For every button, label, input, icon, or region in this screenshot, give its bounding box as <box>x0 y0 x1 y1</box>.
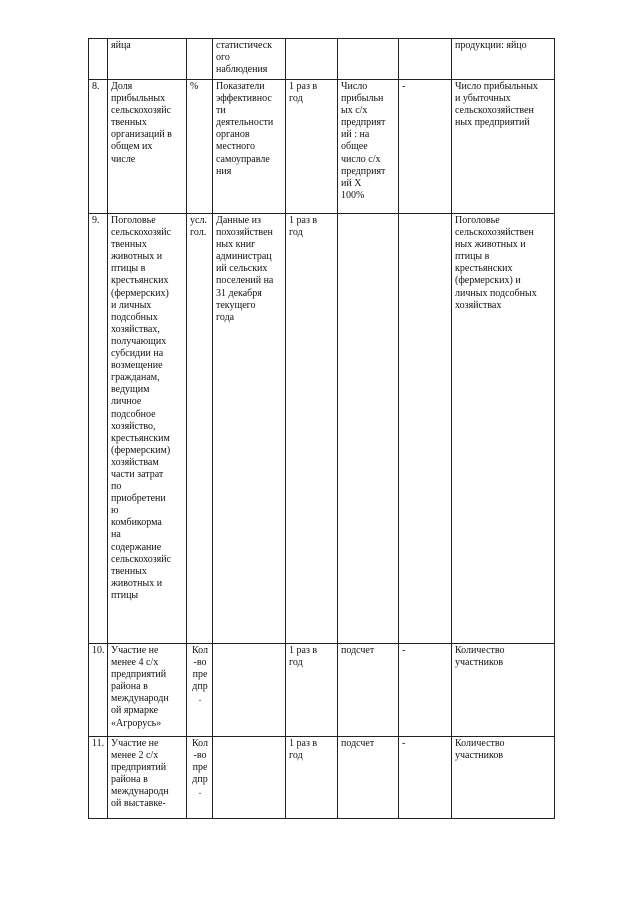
description-cell: Число прибыльных и убыточных сельскохозяйствен ных предприятий <box>452 80 555 214</box>
method-cell: подсчет <box>338 644 399 737</box>
dash-cell: - <box>399 644 452 737</box>
method-cell: подсчет <box>338 737 399 819</box>
indicator-cell: Участие не менее 4 с/х предприятий района в международн ой ярмарке «Агрорусь» <box>108 644 187 737</box>
unit-cell <box>187 39 213 80</box>
source-cell: статистическ ого наблюдения <box>213 39 286 80</box>
description-cell: продукции: яйцо <box>452 39 555 80</box>
dash-cell <box>399 39 452 80</box>
indicator-cell: яйца <box>108 39 187 80</box>
dash-cell: - <box>399 80 452 214</box>
row-number: 10. <box>89 644 108 737</box>
frequency-cell: 1 раз в год <box>286 737 338 819</box>
table-row <box>89 214 555 644</box>
description-cell: Количество участников <box>452 644 555 737</box>
indicator-cell: Поголовье сельскохозяйс твенных животных и птицы в крестьянских (фермерских) и личных подсобных хозяйствах, получающих субсидии на возмещение гражданам, ведущим личное подсобное хозяйство, крестьянским (фермерским) хозяйствам части затрат по приобретени ю комбикорма на содержание сельскохозяйс твенных животных и птицы <box>108 214 187 644</box>
source-cell <box>213 737 286 819</box>
unit-cell: Кол -во пре дпр . <box>187 644 213 737</box>
frequency-cell <box>286 39 338 80</box>
dash-cell: - <box>399 737 452 819</box>
row-number <box>89 39 108 80</box>
table-row <box>89 737 555 819</box>
table-row <box>89 39 555 80</box>
indicators-table <box>88 38 555 819</box>
unit-cell: усл. гол. <box>187 214 213 644</box>
row-number: 11. <box>89 737 108 819</box>
method-cell <box>338 39 399 80</box>
frequency-cell: 1 раз в год <box>286 644 338 737</box>
method-cell <box>338 214 399 644</box>
description-cell: Поголовье сельскохозяйствен ных животных и птицы в крестьянских (фермерских) и личных подсобных хозяйствах <box>452 214 555 644</box>
unit-cell: % <box>187 80 213 214</box>
frequency-cell: 1 раз в год <box>286 80 338 214</box>
frequency-cell: 1 раз в год <box>286 214 338 644</box>
source-cell <box>213 644 286 737</box>
dash-cell <box>399 214 452 644</box>
table-row <box>89 80 555 214</box>
source-cell: Данные из похозяйствен ных книг администрац ий сельских поселений на 31 декабря текущего года <box>213 214 286 644</box>
row-number: 8. <box>89 80 108 214</box>
row-number: 9. <box>89 214 108 644</box>
method-cell: Число прибыльн ых с/х предприят ий : на общее число с/х предприят ий Х 100% <box>338 80 399 214</box>
description-cell: Количество участников <box>452 737 555 819</box>
source-cell: Показатели эффективнос ти деятельности органов местного самоуправле ния <box>213 80 286 214</box>
indicator-cell: Доля прибыльных сельскохозяйс твенных организаций в общем их числе <box>108 80 187 214</box>
table-row <box>89 644 555 737</box>
indicator-cell: Участие не менее 2 с/х предприятий района в международн ой выставке- <box>108 737 187 819</box>
unit-cell: Кол -во пре дпр . <box>187 737 213 819</box>
